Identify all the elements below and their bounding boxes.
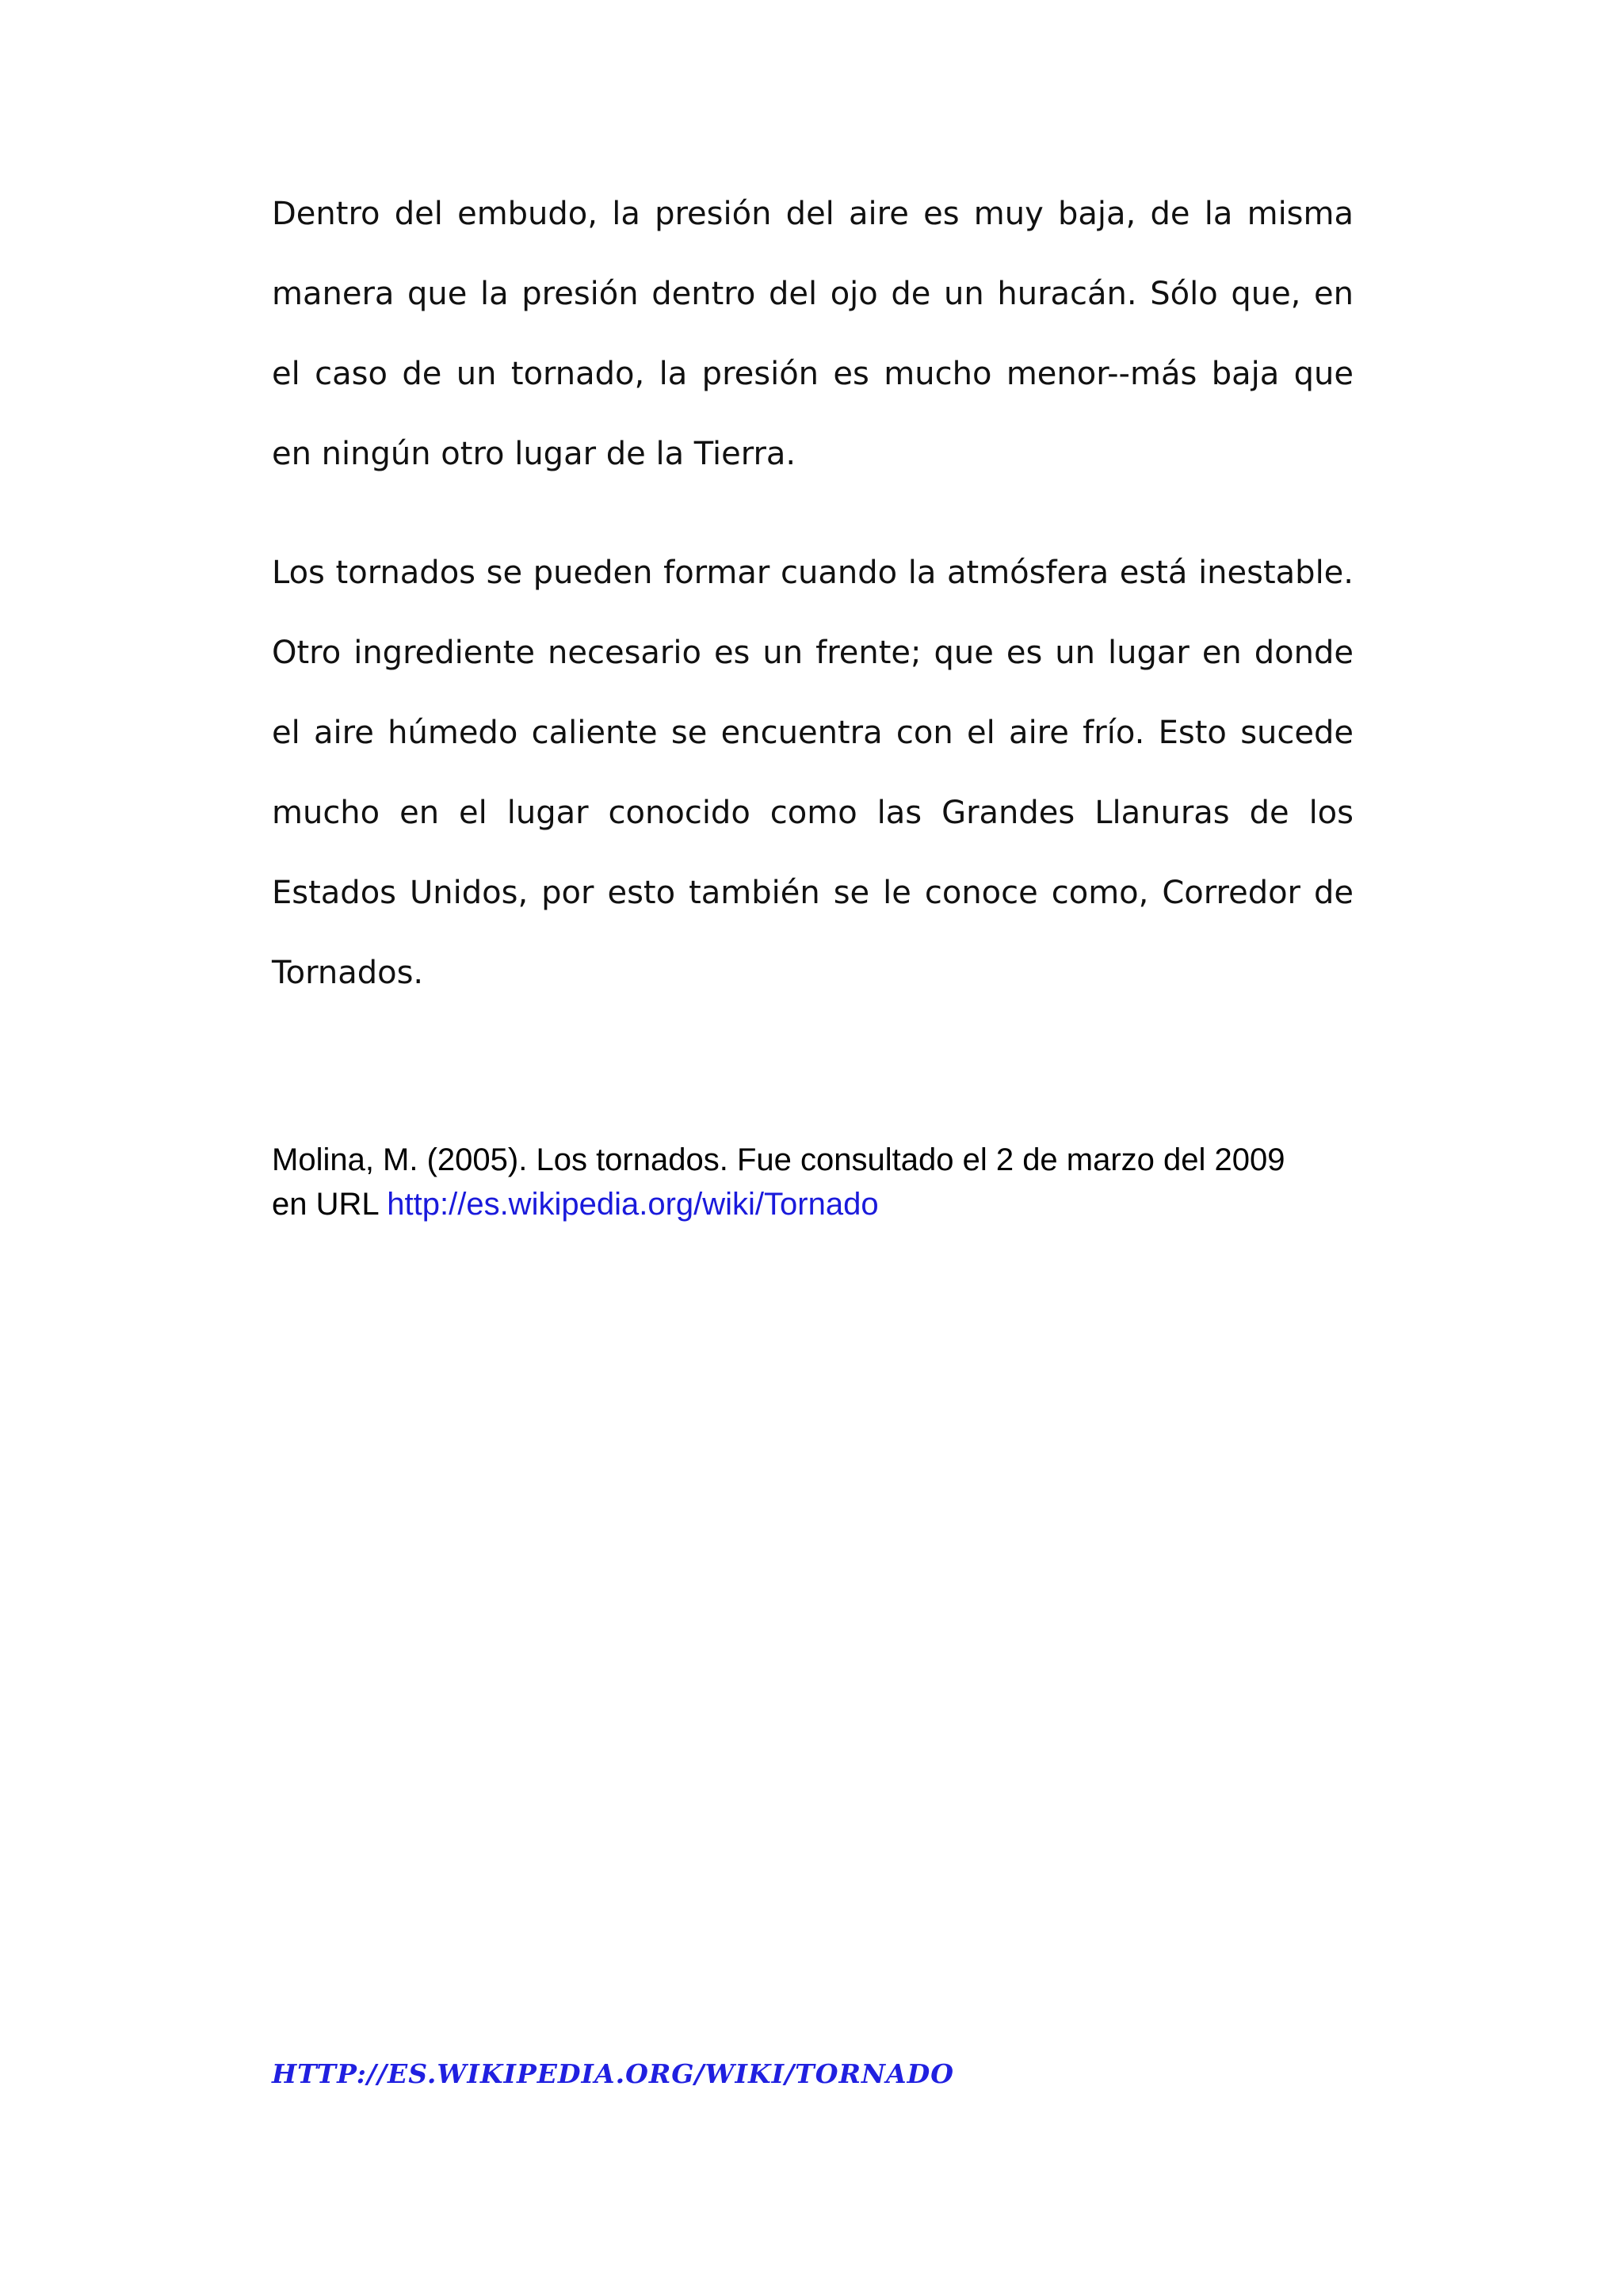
citation-url-prefix: en URL — [272, 1187, 388, 1222]
citation — [272, 1138, 1354, 1226]
paragraph-pressure: Dentro del embudo, la presión del aire es muy baja, de la misma manera que la presión dentro del ojo de un huracán. Sólo que, en el caso de un tornado, la presión es mucho menor--más baja que en ningún otro lugar de la Tierra. — [272, 196, 1354, 472]
citation-text: Molina, M. (2005). Los tornados. Fue consultado el 2 de marzo del 2009 — [272, 1142, 1285, 1177]
footer-link[interactable]: HTTP://ES.WIKIPEDIA.ORG/WIKI/TORNADO — [272, 2058, 954, 2089]
citation-link[interactable]: http://es.wikipedia.org/wiki/Tornado — [387, 1187, 879, 1222]
paragraph-formation: Los tornados se pueden formar cuando la atmósfera está inestable. Otro ingrediente necesario es un frente; que es un lugar en donde el aire húmedo caliente se encuentra con el aire frío. Esto sucede mucho en el lugar conocido como las Grandes Llanuras de los Estados Unidos, por esto también se le conoce como, Corredor de Tornados. — [272, 555, 1354, 991]
